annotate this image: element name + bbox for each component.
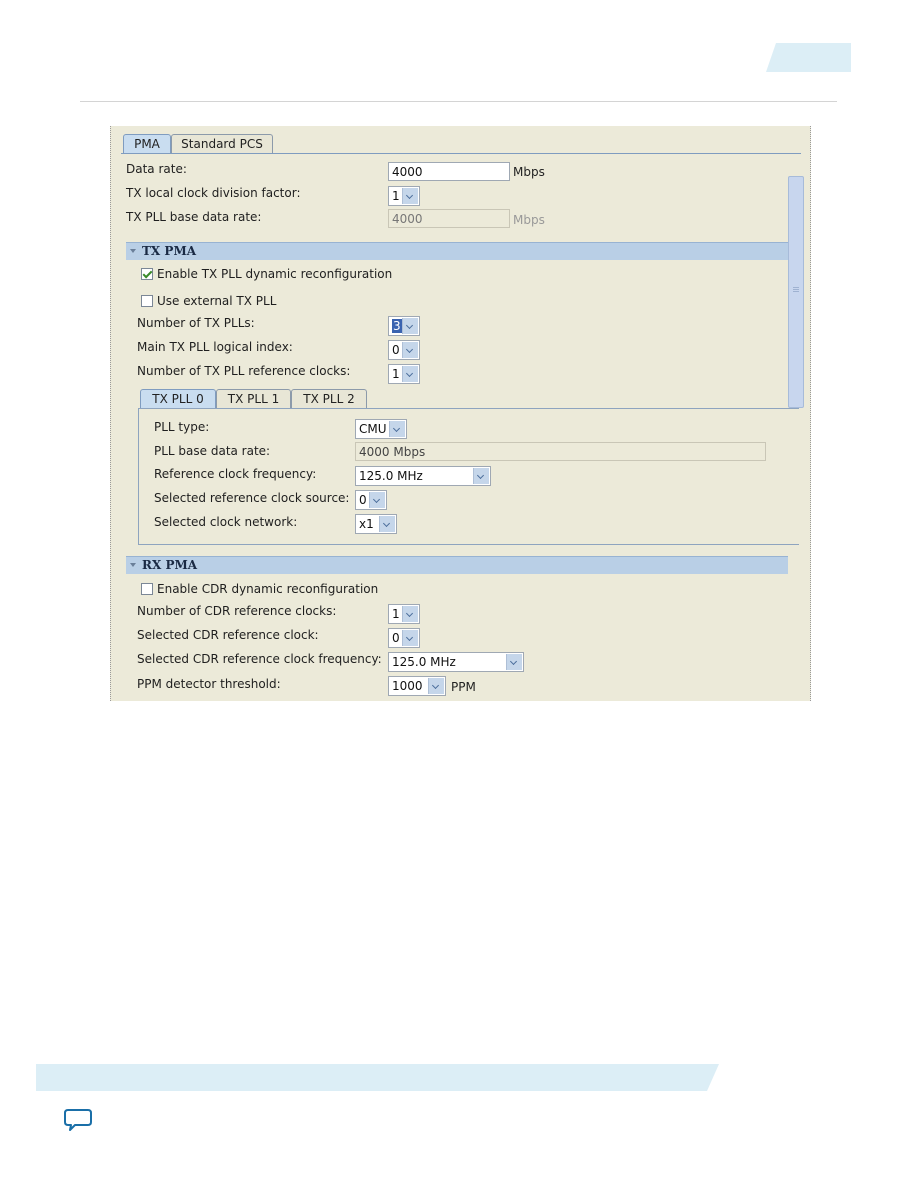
ref-clock-freq-select[interactable]	[355, 466, 491, 486]
chevron-down-icon	[402, 630, 418, 646]
num-cdr-ref-clocks-value: 1	[392, 607, 400, 621]
ppm-threshold-select[interactable]	[388, 676, 446, 696]
chevron-down-icon	[402, 342, 418, 358]
ref-clock-freq-value: 125.0 MHz	[359, 469, 423, 483]
rx-pma-title: RX PMA	[142, 558, 198, 572]
tx-local-div-value: 1	[392, 189, 400, 203]
chevron-down-icon	[369, 492, 385, 508]
pll-type-value: CMU	[359, 422, 387, 436]
vertical-scrollbar[interactable]	[788, 176, 804, 408]
main-tx-pll-index-select[interactable]	[388, 340, 420, 360]
sel-cdr-ref-clock-value: 0	[392, 631, 400, 645]
pll-base-rate-field: 4000 Mbps	[355, 442, 766, 461]
ref-clock-source-label: Selected reference clock source:	[154, 491, 350, 505]
tx-local-div-select[interactable]	[388, 186, 420, 206]
tx-pma-title: TX PMA	[142, 244, 197, 258]
chevron-down-icon	[379, 516, 395, 532]
header-tab-band	[766, 43, 851, 72]
parameter-editor-panel	[110, 126, 811, 701]
tab-pma[interactable]: PMA	[123, 134, 171, 154]
tx-pma-section-header[interactable]	[126, 242, 788, 260]
collapse-triangle-icon	[130, 563, 136, 567]
main-tx-pll-index-label: Main TX PLL logical index:	[137, 340, 293, 354]
enable-cdr-reconfig-label: Enable CDR dynamic reconfiguration	[157, 582, 379, 596]
sel-cdr-freq-select[interactable]	[388, 652, 524, 672]
data-rate-unit: Mbps	[513, 165, 545, 179]
data-rate-input[interactable]: 4000	[388, 162, 510, 181]
num-tx-plls-label: Number of TX PLLs:	[137, 316, 255, 330]
chevron-down-icon	[473, 468, 489, 484]
sel-cdr-ref-clock-select[interactable]	[388, 628, 420, 648]
tab-tx-pll-0[interactable]: TX PLL 0	[140, 389, 216, 409]
header-rule	[80, 101, 837, 102]
chevron-down-icon	[506, 654, 522, 670]
chevron-down-icon	[402, 366, 418, 382]
enable-tx-pll-reconfig-checkbox[interactable]	[141, 268, 153, 280]
ppm-unit: PPM	[451, 680, 476, 694]
collapse-triangle-icon	[130, 249, 136, 253]
tab-tx-pll-1[interactable]: TX PLL 1	[216, 389, 291, 409]
clock-network-label: Selected clock network:	[154, 515, 298, 529]
num-tx-plls-value: 3	[393, 319, 401, 333]
pll-base-rate-label: PLL base data rate:	[154, 444, 271, 458]
rx-pma-section-header[interactable]	[126, 556, 788, 574]
chevron-down-icon	[389, 421, 405, 437]
chevron-down-icon	[428, 678, 444, 694]
sel-cdr-freq-label: Selected CDR reference clock frequency:	[137, 652, 382, 666]
num-tx-pll-ref-clocks-value: 1	[392, 367, 400, 381]
sel-cdr-freq-value: 125.0 MHz	[392, 655, 456, 669]
num-tx-plls-select[interactable]	[388, 316, 420, 336]
footer-band	[36, 1064, 719, 1091]
chevron-down-icon	[402, 318, 418, 334]
tx-pll-base-field: 4000	[388, 209, 510, 228]
tab-standard-pcs[interactable]: Standard PCS	[171, 134, 273, 154]
tx-pll-base-label: TX PLL base data rate:	[126, 210, 262, 224]
enable-cdr-reconfig-checkbox[interactable]	[141, 583, 153, 595]
data-rate-label: Data rate:	[126, 162, 187, 176]
ref-clock-source-select[interactable]	[355, 490, 387, 510]
chevron-down-icon	[402, 188, 418, 204]
clock-network-select[interactable]	[355, 514, 397, 534]
num-cdr-ref-clocks-select[interactable]	[388, 604, 420, 624]
pll-type-select[interactable]	[355, 419, 407, 439]
ref-clock-source-value: 0	[359, 493, 367, 507]
tx-pll-base-unit: Mbps	[513, 213, 545, 227]
scrollbar-grip-icon	[793, 287, 799, 288]
clock-network-value: x1	[359, 517, 374, 531]
use-external-tx-pll-checkbox[interactable]	[141, 295, 153, 307]
ref-clock-freq-label: Reference clock frequency:	[154, 467, 317, 481]
ppm-threshold-label: PPM detector threshold:	[137, 677, 281, 691]
use-external-tx-pll-label: Use external TX PLL	[157, 294, 277, 308]
tx-local-div-label: TX local clock division factor:	[126, 186, 301, 200]
num-tx-pll-ref-clocks-select[interactable]	[388, 364, 420, 384]
num-tx-pll-ref-clocks-label: Number of TX PLL reference clocks:	[137, 364, 351, 378]
chevron-down-icon	[402, 606, 418, 622]
num-cdr-ref-clocks-label: Number of CDR reference clocks:	[137, 604, 337, 618]
tab-tx-pll-2[interactable]: TX PLL 2	[291, 389, 367, 409]
pll-type-label: PLL type:	[154, 420, 210, 434]
sel-cdr-ref-clock-label: Selected CDR reference clock:	[137, 628, 319, 642]
ppm-threshold-value: 1000	[392, 679, 423, 693]
feedback-icon[interactable]	[63, 1107, 93, 1135]
enable-tx-pll-reconfig-label: Enable TX PLL dynamic reconfiguration	[157, 267, 393, 281]
main-tx-pll-index-value: 0	[392, 343, 400, 357]
tab-strip-rule	[121, 153, 801, 154]
